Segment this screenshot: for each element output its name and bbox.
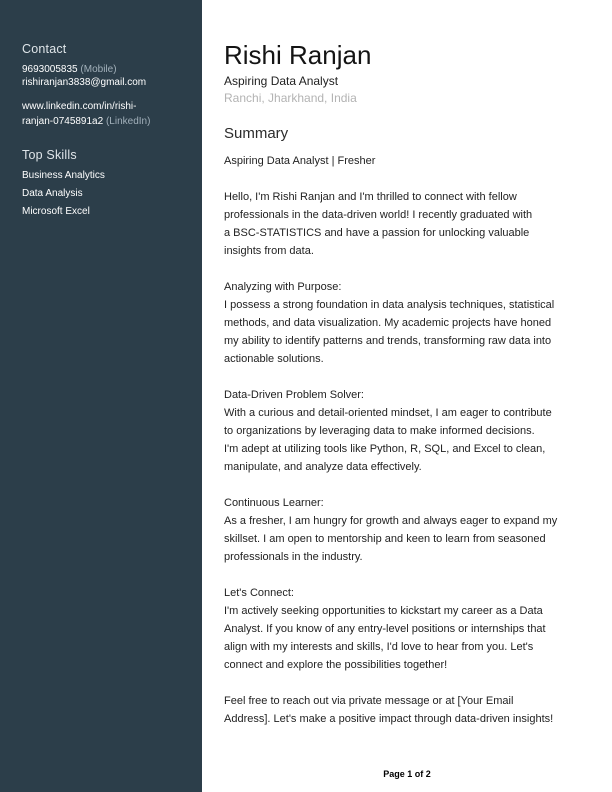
page-indicator	[0, 769, 612, 779]
summary-line: I'm actively seeking opportunities to kickstart my career as a Data	[224, 605, 543, 617]
summary-paragraph	[224, 692, 596, 728]
summary-paragraph	[224, 152, 596, 170]
profile-name: Rishi Ranjan	[224, 40, 372, 70]
summary-line: With a curious and detail-oriented mindset, I am eager to contribute	[224, 407, 552, 419]
summary-line: Aspiring Data Analyst | Fresher	[224, 155, 376, 167]
linkedin-label: (LinkedIn)	[105, 116, 151, 127]
profile-headline: Aspiring Data Analyst	[224, 74, 339, 88]
summary-line: Analyzing with Purpose:	[224, 281, 342, 293]
summary-line: professionals in the industry.	[224, 551, 363, 563]
email-link[interactable]: rishiranjan3838@gmail.com	[22, 77, 147, 88]
summary-line: Let's Connect:	[224, 587, 294, 599]
summary-line: Data-Driven Problem Solver:	[224, 389, 364, 401]
page-indicator-text: Page 1 of 2	[383, 769, 431, 779]
summary-line: actionable solutions.	[224, 353, 324, 365]
summary-line: methods, and data visualization. My academic projects have honed	[224, 317, 552, 329]
skill-item: Microsoft Excel	[22, 206, 90, 217]
summary-line: I possess a strong foundation in data analysis techniques, statistical	[224, 299, 555, 311]
summary-line: professionals in the data-driven world! I recently graduated with	[224, 209, 533, 221]
linkedin-url-line1: www.linkedin.com/in/rishi-	[22, 101, 137, 112]
sidebar	[0, 0, 202, 792]
summary-line: Hello, I'm Rishi Ranjan and I'm thrilled to connect with fellow	[224, 191, 517, 203]
summary-body	[224, 152, 596, 746]
summary-line: a BSC-STATISTICS and have a passion for unlocking valuable	[224, 227, 530, 239]
summary-line: connect and explore the possibilities together!	[224, 659, 448, 671]
summary-line: Continuous Learner:	[224, 497, 324, 509]
summary-line: align with my interests and skills, I'd love to hear from you. Let's	[224, 641, 534, 653]
summary-line: Address]. Let's make a positive impact through data-driven insights!	[224, 713, 554, 725]
top-skills-heading: Top Skills	[22, 148, 77, 162]
summary-line: insights from data.	[224, 245, 314, 257]
summary-line: skillset. I am open to mentorship and keen to learn from seasoned	[224, 533, 546, 545]
summary-line: I'm adept at utilizing tools like Python, R, SQL, and Excel to clean,	[224, 443, 546, 455]
summary-paragraph	[224, 278, 596, 368]
phone-number: 9693005835	[22, 64, 78, 75]
summary-line: Feel free to reach out via private message or at [Your Email	[224, 695, 514, 707]
summary-paragraph	[224, 494, 596, 566]
summary-line: As a fresher, I am hungry for growth and always eager to expand my	[224, 515, 558, 527]
skill-item: Business Analytics	[22, 170, 105, 181]
contact-heading: Contact	[22, 42, 67, 56]
summary-line: to organizations by leveraging data to make informed decisions.	[224, 425, 535, 437]
summary-heading: Summary	[224, 125, 289, 142]
summary-line: manipulate, and analyze data effectively.	[224, 461, 422, 473]
summary-line: my ability to identify patterns and trends, transforming raw data into	[224, 335, 552, 347]
linkedin-link[interactable]	[22, 99, 150, 129]
summary-line: Analyst. If you know of any entry-level positions or internships that	[224, 623, 546, 635]
summary-paragraph	[224, 188, 596, 260]
linkedin-url-line2: ranjan-0745891a2	[22, 116, 104, 127]
phone-label: (Mobile)	[80, 64, 117, 75]
profile-location: Ranchi, Jharkhand, India	[224, 91, 357, 105]
summary-paragraph	[224, 386, 596, 476]
summary-paragraph	[224, 584, 596, 674]
skill-item: Data Analysis	[22, 188, 83, 199]
